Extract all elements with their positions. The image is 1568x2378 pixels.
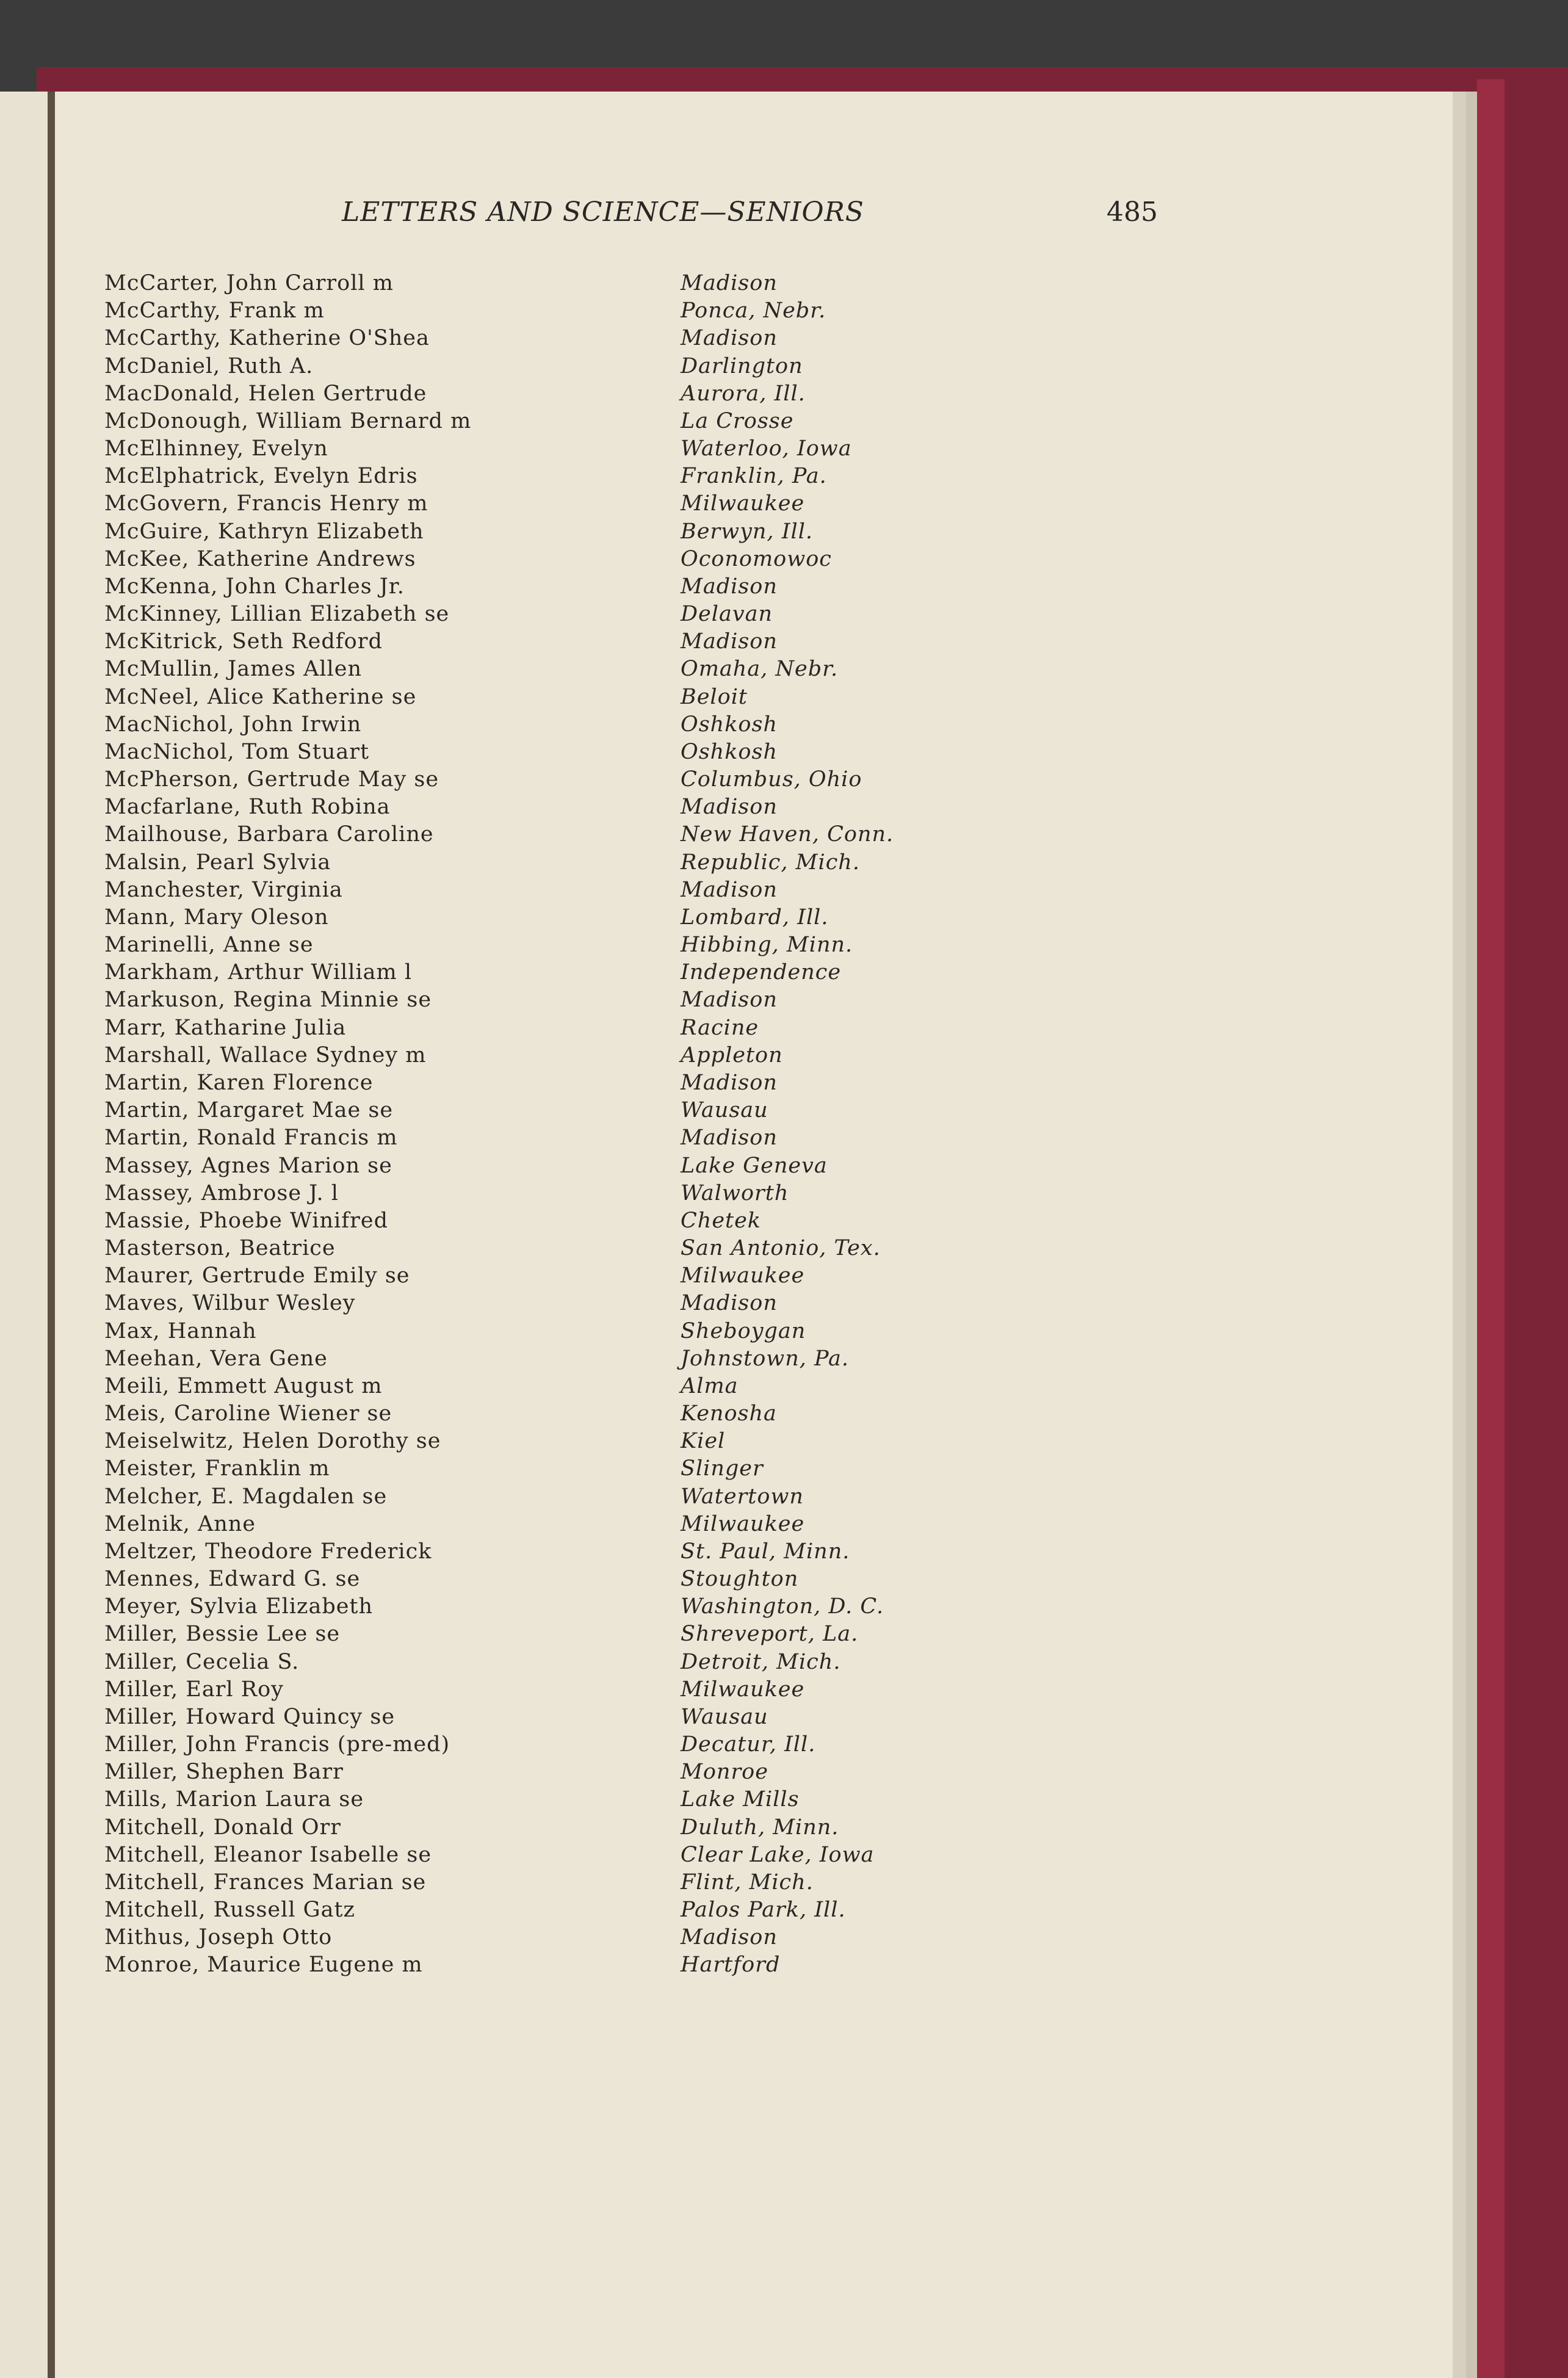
student-name: Maves, Wilbur Wesley bbox=[104, 1291, 356, 1316]
list-item bbox=[104, 408, 1020, 435]
student-name: McGuire, Kathryn Elizabeth bbox=[104, 519, 424, 544]
student-hometown: Madison bbox=[681, 1291, 778, 1316]
student-hometown: New Haven, Conn. bbox=[681, 822, 894, 847]
list-item bbox=[104, 1235, 1020, 1262]
student-name: Meili, Emmett August m bbox=[104, 1373, 383, 1398]
student-name: Martin, Ronald Francis m bbox=[104, 1126, 398, 1151]
student-name: Miller, Bessie Lee se bbox=[104, 1622, 341, 1647]
list-item bbox=[104, 546, 1020, 573]
list-item bbox=[104, 1400, 1020, 1428]
student-hometown: Hartford bbox=[681, 1953, 781, 1978]
student-hometown: Kiel bbox=[681, 1429, 726, 1454]
student-hometown: Independence bbox=[681, 960, 842, 985]
list-item bbox=[104, 1373, 1020, 1400]
student-hometown: Lake Geneva bbox=[681, 1153, 828, 1178]
student-name: McDaniel, Ruth A. bbox=[104, 353, 314, 378]
student-hometown: Oshkosh bbox=[681, 712, 778, 737]
student-name: McCarthy, Katherine O'Shea bbox=[104, 326, 430, 351]
list-item bbox=[104, 628, 1020, 656]
student-name: Mennes, Edward G. se bbox=[104, 1567, 361, 1592]
student-hometown: Monroe bbox=[681, 1760, 768, 1785]
list-item bbox=[104, 1042, 1020, 1069]
student-hometown: Columbus, Ohio bbox=[681, 767, 862, 792]
list-item bbox=[104, 1152, 1020, 1180]
student-name: Miller, Shephen Barr bbox=[104, 1760, 344, 1785]
student-hometown: Oshkosh bbox=[681, 739, 778, 764]
student-hometown: Watertown bbox=[681, 1484, 804, 1509]
student-hometown: Duluth, Minn. bbox=[681, 1815, 839, 1840]
student-hometown: Milwaukee bbox=[681, 1677, 805, 1702]
list-item bbox=[104, 1786, 1020, 1813]
list-item bbox=[104, 1869, 1020, 1896]
list-item bbox=[104, 1621, 1020, 1648]
list-item bbox=[104, 1896, 1020, 1924]
student-name: Mills, Marion Laura se bbox=[104, 1787, 364, 1812]
student-name: Massey, Agnes Marion se bbox=[104, 1153, 392, 1178]
student-hometown: Madison bbox=[681, 1126, 778, 1151]
list-item bbox=[104, 1841, 1020, 1869]
list-item bbox=[104, 1814, 1020, 1841]
list-item bbox=[104, 1483, 1020, 1511]
student-name: Maurer, Gertrude Emily se bbox=[104, 1263, 410, 1288]
list-item bbox=[104, 684, 1020, 711]
list-item bbox=[104, 904, 1020, 931]
student-name: Mitchell, Russell Gatz bbox=[104, 1898, 355, 1923]
student-name: Malsin, Pearl Sylvia bbox=[104, 850, 331, 875]
student-name: Masterson, Beatrice bbox=[104, 1236, 336, 1261]
student-hometown: Milwaukee bbox=[681, 1511, 805, 1536]
student-hometown: Shreveport, La. bbox=[681, 1622, 859, 1647]
list-item bbox=[104, 766, 1020, 793]
student-name: Mithus, Joseph Otto bbox=[104, 1925, 333, 1950]
student-hometown: Madison bbox=[681, 629, 778, 654]
student-name: McNeel, Alice Katherine se bbox=[104, 684, 417, 709]
list-item bbox=[104, 711, 1020, 739]
student-hometown: St. Paul, Minn. bbox=[681, 1539, 850, 1564]
student-hometown: Madison bbox=[681, 271, 778, 295]
list-item bbox=[104, 986, 1020, 1014]
list-item bbox=[104, 1593, 1020, 1621]
student-name: McCarthy, Frank m bbox=[104, 298, 325, 323]
student-hometown: Walworth bbox=[681, 1180, 789, 1205]
list-item bbox=[104, 1951, 1020, 1979]
student-hometown: Flint, Mich. bbox=[681, 1870, 814, 1895]
list-item bbox=[104, 793, 1020, 821]
student-hometown: La Crosse bbox=[681, 408, 794, 433]
student-hometown: Clear Lake, Iowa bbox=[681, 1842, 875, 1867]
student-hometown: Wausau bbox=[681, 1098, 768, 1123]
student-hometown: Madison bbox=[681, 1070, 778, 1095]
student-hometown: Palos Park, Ill. bbox=[681, 1898, 846, 1923]
student-name: Mitchell, Eleanor Isabelle se bbox=[104, 1842, 432, 1867]
student-hometown: Madison bbox=[681, 574, 778, 599]
student-name: McPherson, Gertrude May se bbox=[104, 767, 439, 792]
list-item bbox=[104, 1180, 1020, 1207]
list-item bbox=[104, 1345, 1020, 1373]
list-item bbox=[104, 1014, 1020, 1042]
list-item bbox=[104, 270, 1020, 297]
student-hometown: Oconomowoc bbox=[681, 546, 832, 571]
student-name: Meyer, Sylvia Elizabeth bbox=[104, 1594, 374, 1619]
student-name: McMullin, James Allen bbox=[104, 657, 362, 682]
student-name: Meiselwitz, Helen Dorothy se bbox=[104, 1429, 441, 1454]
student-hometown: Lake Mills bbox=[681, 1787, 800, 1812]
student-hometown: Hibbing, Minn. bbox=[681, 933, 853, 958]
student-hometown: Milwaukee bbox=[681, 1263, 805, 1288]
student-directory-list bbox=[104, 270, 1020, 1979]
student-name: Miller, Cecelia S. bbox=[104, 1649, 300, 1674]
list-item bbox=[104, 1097, 1020, 1124]
student-hometown: Madison bbox=[681, 795, 778, 820]
student-hometown: Madison bbox=[681, 326, 778, 351]
student-name: Markuson, Regina Minnie se bbox=[104, 988, 432, 1013]
student-hometown: Alma bbox=[681, 1373, 739, 1398]
student-hometown: Aurora, Ill. bbox=[681, 381, 806, 406]
student-hometown: Appleton bbox=[681, 1043, 783, 1068]
list-item bbox=[104, 1566, 1020, 1593]
list-item bbox=[104, 490, 1020, 518]
student-name: Monroe, Maurice Eugene m bbox=[104, 1953, 423, 1978]
student-name: Miller, John Francis (pre-med) bbox=[104, 1732, 450, 1757]
student-name: Manchester, Virginia bbox=[104, 877, 343, 902]
list-item bbox=[104, 518, 1020, 546]
list-item bbox=[104, 1455, 1020, 1483]
list-item bbox=[104, 325, 1020, 352]
student-name: MacNichol, John Irwin bbox=[104, 712, 362, 737]
student-hometown: Milwaukee bbox=[681, 491, 805, 516]
list-item bbox=[104, 353, 1020, 380]
student-hometown: Republic, Mich. bbox=[681, 850, 860, 875]
student-name: MacNichol, Tom Stuart bbox=[104, 739, 370, 764]
student-hometown: Darlington bbox=[681, 353, 803, 378]
list-item bbox=[104, 1069, 1020, 1097]
list-item bbox=[104, 849, 1020, 876]
student-hometown: Kenosha bbox=[681, 1401, 777, 1426]
student-hometown: Racine bbox=[681, 1015, 759, 1040]
student-hometown: Franklin, Pa. bbox=[681, 464, 827, 489]
list-item bbox=[104, 1704, 1020, 1731]
student-name: McElhinney, Evelyn bbox=[104, 436, 328, 461]
student-name: Mann, Mary Oleson bbox=[104, 905, 329, 930]
list-item bbox=[104, 1676, 1020, 1704]
student-hometown: Omaha, Nebr. bbox=[681, 657, 839, 682]
student-name: Meis, Caroline Wiener se bbox=[104, 1401, 392, 1426]
list-item bbox=[104, 821, 1020, 848]
student-name: McKee, Katherine Andrews bbox=[104, 546, 416, 571]
list-item bbox=[104, 876, 1020, 904]
student-name: Marinelli, Anne se bbox=[104, 933, 314, 958]
student-name: Markham, Arthur William l bbox=[104, 960, 413, 985]
list-item bbox=[104, 1290, 1020, 1317]
list-item bbox=[104, 1318, 1020, 1345]
student-hometown: Ponca, Nebr. bbox=[681, 298, 826, 323]
student-hometown: Delavan bbox=[681, 602, 773, 627]
list-item bbox=[104, 931, 1020, 959]
list-item bbox=[104, 1207, 1020, 1235]
list-item bbox=[104, 380, 1020, 408]
student-name: Massey, Ambrose J. l bbox=[104, 1180, 339, 1205]
list-item bbox=[104, 1758, 1020, 1786]
student-hometown: Madison bbox=[681, 1925, 778, 1950]
student-name: Mitchell, Donald Orr bbox=[104, 1815, 342, 1840]
student-name: Melnik, Anne bbox=[104, 1511, 256, 1536]
student-hometown: Sheboygan bbox=[681, 1318, 806, 1343]
running-title: LETTERS AND SCIENCE—SENIORS bbox=[342, 197, 864, 228]
list-item bbox=[104, 656, 1020, 683]
student-name: MacDonald, Helen Gertrude bbox=[104, 381, 427, 406]
student-name: Meehan, Vera Gene bbox=[104, 1346, 328, 1371]
student-hometown: Slinger bbox=[681, 1456, 764, 1481]
list-item bbox=[104, 463, 1020, 490]
list-item bbox=[104, 573, 1020, 601]
student-hometown: Detroit, Mich. bbox=[681, 1649, 841, 1674]
facing-page-edge bbox=[0, 92, 48, 2378]
student-name: McGovern, Francis Henry m bbox=[104, 491, 428, 516]
list-item bbox=[104, 1538, 1020, 1566]
student-name: McDonough, William Bernard m bbox=[104, 408, 472, 433]
student-name: Massie, Phoebe Winifred bbox=[104, 1208, 388, 1233]
list-item bbox=[104, 435, 1020, 463]
student-hometown: Madison bbox=[681, 877, 778, 902]
student-name: Martin, Margaret Mae se bbox=[104, 1098, 394, 1123]
list-item bbox=[104, 1731, 1020, 1758]
student-hometown: Wausau bbox=[681, 1704, 768, 1729]
list-item bbox=[104, 739, 1020, 766]
student-name: Meltzer, Theodore Frederick bbox=[104, 1539, 432, 1564]
list-item bbox=[104, 601, 1020, 628]
student-name: Marshall, Wallace Sydney m bbox=[104, 1043, 427, 1068]
list-item bbox=[104, 297, 1020, 325]
student-hometown: Chetek bbox=[681, 1208, 762, 1233]
student-hometown: Decatur, Ill. bbox=[681, 1732, 816, 1757]
list-item bbox=[104, 1924, 1020, 1951]
student-hometown: Berwyn, Ill. bbox=[681, 519, 814, 544]
student-hometown: Madison bbox=[681, 988, 778, 1013]
list-item bbox=[104, 959, 1020, 986]
student-name: Martin, Karen Florence bbox=[104, 1070, 374, 1095]
list-item bbox=[104, 1124, 1020, 1152]
student-name: Melcher, E. Magdalen se bbox=[104, 1484, 388, 1509]
student-name: McElphatrick, Evelyn Edris bbox=[104, 464, 418, 489]
list-item bbox=[104, 1649, 1020, 1676]
student-name: Miller, Earl Roy bbox=[104, 1677, 284, 1702]
student-hometown: Lombard, Ill. bbox=[681, 905, 829, 930]
list-item bbox=[104, 1511, 1020, 1538]
student-hometown: Washington, D. C. bbox=[681, 1594, 884, 1619]
list-item bbox=[104, 1428, 1020, 1455]
list-item bbox=[104, 1262, 1020, 1290]
student-hometown: Stoughton bbox=[681, 1567, 799, 1592]
student-name: Mailhouse, Barbara Caroline bbox=[104, 822, 434, 847]
student-name: McKitrick, Seth Redford bbox=[104, 629, 383, 654]
student-name: Meister, Franklin m bbox=[104, 1456, 330, 1481]
student-hometown: Beloit bbox=[681, 684, 748, 709]
student-name: McKinney, Lillian Elizabeth se bbox=[104, 602, 450, 627]
student-name: McCarter, John Carroll m bbox=[104, 271, 394, 295]
student-hometown: Waterloo, Iowa bbox=[681, 436, 852, 461]
student-name: Mitchell, Frances Marian se bbox=[104, 1870, 427, 1895]
student-hometown: Johnstown, Pa. bbox=[681, 1346, 850, 1371]
student-name: Max, Hannah bbox=[104, 1318, 257, 1343]
page-number: 485 bbox=[1107, 197, 1158, 228]
student-name: Marr, Katharine Julia bbox=[104, 1015, 347, 1040]
student-name: Miller, Howard Quincy se bbox=[104, 1704, 396, 1729]
student-name: Macfarlane, Ruth Robina bbox=[104, 795, 391, 820]
student-hometown: San Antonio, Tex. bbox=[681, 1236, 881, 1261]
student-name: McKenna, John Charles Jr. bbox=[104, 574, 405, 599]
